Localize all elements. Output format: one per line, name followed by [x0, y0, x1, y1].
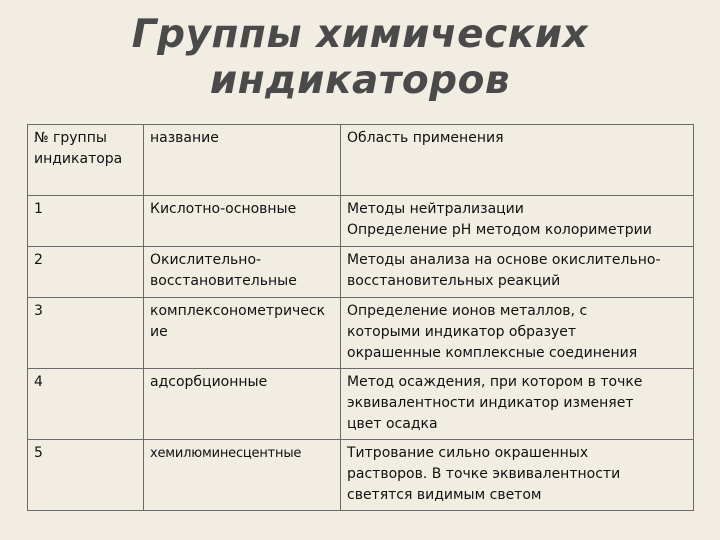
table-header-row [28, 125, 694, 196]
table-row [28, 247, 694, 298]
header-group-number: № группы индикатора [28, 125, 144, 196]
cell-group-number: 2 [28, 247, 144, 298]
cell-name: Кислотно-основные [144, 196, 341, 247]
table-row [28, 440, 694, 511]
cell-group-number: 4 [28, 369, 144, 440]
cell-application-area: Определение ионов металлов, с которыми индикатор образует окрашенные комплексные соединения [341, 298, 694, 369]
table-row [28, 196, 694, 247]
cell-group-number: 5 [28, 440, 144, 511]
header-application-area: Область применения [341, 125, 694, 196]
header-name: название [144, 125, 341, 196]
cell-group-number: 1 [28, 196, 144, 247]
cell-application-area: Методы нейтрализации Определение рН методом колориметрии [341, 196, 694, 247]
cell-application-area: Титрование сильно окрашенных растворов. В точке эквивалентности светятся видимым светом [341, 440, 694, 511]
cell-name: комплексонометрические [144, 298, 341, 369]
cell-name: хемилюминесцентные [144, 440, 341, 511]
cell-application-area: Метод осаждения, при котором в точке эквивалентности индикатор изменяет цвет осадка [341, 369, 694, 440]
cell-group-number: 3 [28, 298, 144, 369]
page-title: Группы химических индикаторов [131, 12, 589, 103]
indicator-groups-table [27, 124, 694, 511]
table-row [28, 298, 694, 369]
cell-name: Окислительно- восстановительные [144, 247, 341, 298]
table-row [28, 369, 694, 440]
cell-application-area: Методы анализа на основе окислительно- восстановительных реакций [341, 247, 694, 298]
cell-name: адсорбционные [144, 369, 341, 440]
